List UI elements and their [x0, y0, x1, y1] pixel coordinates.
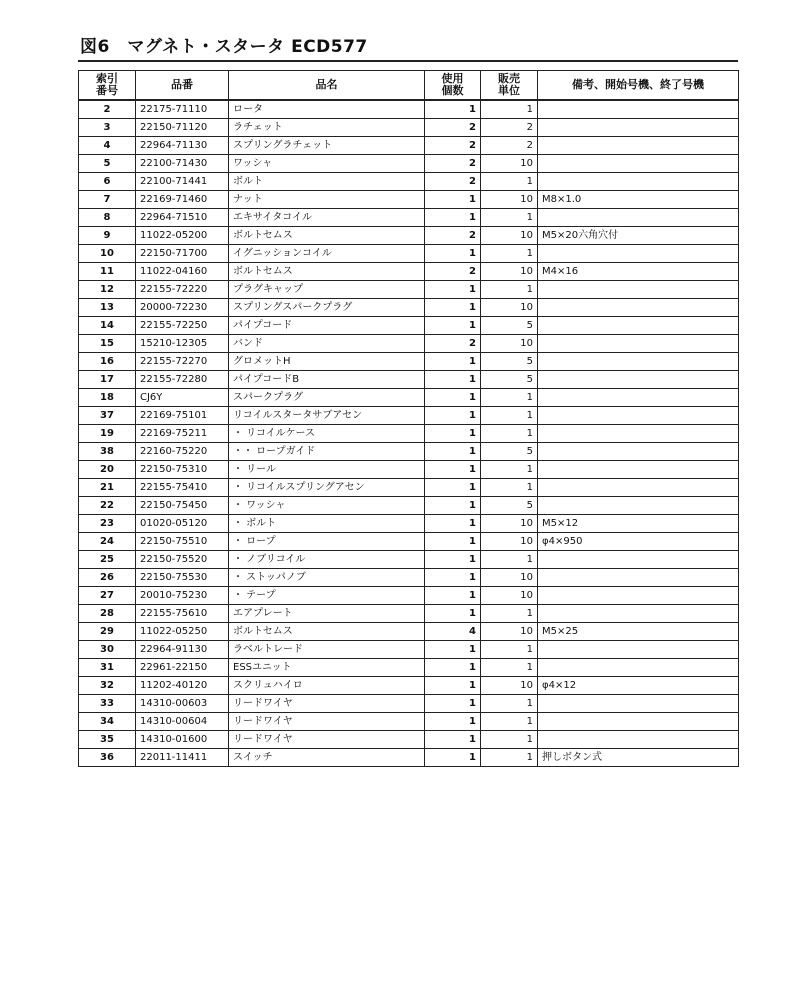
- index-number-cell: 19: [79, 425, 136, 443]
- header-sales-unit: 販売 単位: [481, 71, 538, 101]
- part-number-cell: 22011-11411: [136, 749, 229, 767]
- remarks-cell: [538, 425, 739, 443]
- remarks-cell: [538, 100, 739, 119]
- part-number-cell: 22155-75610: [136, 605, 229, 623]
- header-part-name: 品名: [229, 71, 425, 101]
- part-number-cell: 22169-75211: [136, 425, 229, 443]
- sales-unit-cell: 10: [481, 569, 538, 587]
- remarks-cell: [538, 245, 739, 263]
- quantity-cell: 2: [425, 335, 481, 353]
- table-row: [79, 407, 739, 425]
- quantity-cell: 1: [425, 533, 481, 551]
- part-name-cell: エアプレート: [229, 605, 425, 623]
- part-name-cell: ナット: [229, 191, 425, 209]
- part-number-cell: 15210-12305: [136, 335, 229, 353]
- index-number-cell: 14: [79, 317, 136, 335]
- part-name-cell: ラベルトレード: [229, 641, 425, 659]
- part-number-cell: 22961-22150: [136, 659, 229, 677]
- sales-unit-cell: 1: [481, 389, 538, 407]
- part-name-cell: ・ ストッパノブ: [229, 569, 425, 587]
- part-number-cell: 22155-75410: [136, 479, 229, 497]
- part-number-cell: 11022-04160: [136, 263, 229, 281]
- remarks-cell: φ4×12: [538, 677, 739, 695]
- part-number-cell: 11022-05200: [136, 227, 229, 245]
- index-number-cell: 2: [79, 100, 136, 119]
- remarks-cell: [538, 281, 739, 299]
- quantity-cell: 1: [425, 497, 481, 515]
- index-number-cell: 16: [79, 353, 136, 371]
- index-number-cell: 26: [79, 569, 136, 587]
- part-name-cell: エキサイタコイル: [229, 209, 425, 227]
- table-row: [79, 695, 739, 713]
- index-number-cell: 33: [79, 695, 136, 713]
- remarks-cell: [538, 551, 739, 569]
- index-number-cell: 6: [79, 173, 136, 191]
- part-name-cell: パイプコード: [229, 317, 425, 335]
- part-name-cell: ロータ: [229, 100, 425, 119]
- index-number-cell: 21: [79, 479, 136, 497]
- index-number-cell: 4: [79, 137, 136, 155]
- table-row: [79, 749, 739, 767]
- sales-unit-cell: 1: [481, 641, 538, 659]
- sales-unit-cell: 10: [481, 227, 538, 245]
- part-name-cell: ESSユニット: [229, 659, 425, 677]
- quantity-cell: 2: [425, 119, 481, 137]
- quantity-cell: 2: [425, 227, 481, 245]
- part-number-cell: 20000-72230: [136, 299, 229, 317]
- quantity-cell: 1: [425, 515, 481, 533]
- index-number-cell: 12: [79, 281, 136, 299]
- table-row: [79, 569, 739, 587]
- remarks-cell: [538, 389, 739, 407]
- remarks-cell: [538, 173, 739, 191]
- part-name-cell: スイッチ: [229, 749, 425, 767]
- remarks-cell: [538, 209, 739, 227]
- part-number-cell: 22964-71510: [136, 209, 229, 227]
- sales-unit-cell: 1: [481, 407, 538, 425]
- part-name-cell: スクリュハイロ: [229, 677, 425, 695]
- table-row: [79, 587, 739, 605]
- quantity-cell: 1: [425, 443, 481, 461]
- index-number-cell: 9: [79, 227, 136, 245]
- index-number-cell: 25: [79, 551, 136, 569]
- part-number-cell: 01020-05120: [136, 515, 229, 533]
- table-row: [79, 281, 739, 299]
- table-row: [79, 389, 739, 407]
- sales-unit-cell: 1: [481, 209, 538, 227]
- remarks-cell: [538, 569, 739, 587]
- table-row: [79, 623, 739, 641]
- part-number-cell: 22100-71430: [136, 155, 229, 173]
- index-number-cell: 17: [79, 371, 136, 389]
- sales-unit-cell: 5: [481, 371, 538, 389]
- quantity-cell: 1: [425, 551, 481, 569]
- sales-unit-cell: 1: [481, 659, 538, 677]
- part-name-cell: スプリングスパークプラグ: [229, 299, 425, 317]
- table-row: [79, 551, 739, 569]
- index-number-cell: 31: [79, 659, 136, 677]
- part-number-cell: 14310-00603: [136, 695, 229, 713]
- part-name-cell: スパークプラグ: [229, 389, 425, 407]
- quantity-cell: 1: [425, 731, 481, 749]
- part-name-cell: ・ リコイルスプリングアセン: [229, 479, 425, 497]
- part-name-cell: ボルトセムス: [229, 263, 425, 281]
- part-number-cell: 22169-75101: [136, 407, 229, 425]
- sales-unit-cell: 10: [481, 587, 538, 605]
- part-name-cell: パイプコードB: [229, 371, 425, 389]
- part-name-cell: スプリングラチェット: [229, 137, 425, 155]
- remarks-cell: [538, 119, 739, 137]
- table-row: [79, 353, 739, 371]
- quantity-cell: 2: [425, 137, 481, 155]
- header-remarks: 備考、開始号機、終了号機: [538, 71, 739, 101]
- quantity-cell: 1: [425, 677, 481, 695]
- quantity-cell: 1: [425, 353, 481, 371]
- remarks-cell: [538, 371, 739, 389]
- part-number-cell: 22150-75520: [136, 551, 229, 569]
- quantity-cell: 1: [425, 587, 481, 605]
- remarks-cell: [538, 695, 739, 713]
- table-row: [79, 299, 739, 317]
- part-name-cell: ・ ロープ: [229, 533, 425, 551]
- index-number-cell: 20: [79, 461, 136, 479]
- index-number-cell: 32: [79, 677, 136, 695]
- index-number-cell: 5: [79, 155, 136, 173]
- table-row: [79, 479, 739, 497]
- remarks-cell: 押しボタン式: [538, 749, 739, 767]
- part-name-cell: リードワイヤ: [229, 731, 425, 749]
- parts-table-body: [79, 100, 739, 767]
- part-number-cell: 22150-75450: [136, 497, 229, 515]
- sales-unit-cell: 2: [481, 137, 538, 155]
- quantity-cell: 1: [425, 641, 481, 659]
- quantity-cell: 1: [425, 281, 481, 299]
- index-number-cell: 30: [79, 641, 136, 659]
- table-row: [79, 425, 739, 443]
- sales-unit-cell: 5: [481, 317, 538, 335]
- remarks-cell: [538, 443, 739, 461]
- sales-unit-cell: 1: [481, 100, 538, 119]
- sales-unit-cell: 10: [481, 155, 538, 173]
- quantity-cell: 1: [425, 425, 481, 443]
- index-number-cell: 22: [79, 497, 136, 515]
- quantity-cell: 1: [425, 299, 481, 317]
- index-number-cell: 7: [79, 191, 136, 209]
- quantity-cell: 1: [425, 317, 481, 335]
- quantity-cell: 1: [425, 605, 481, 623]
- sales-unit-cell: 1: [481, 245, 538, 263]
- index-number-cell: 15: [79, 335, 136, 353]
- quantity-cell: 1: [425, 659, 481, 677]
- table-row: [79, 173, 739, 191]
- index-number-cell: 38: [79, 443, 136, 461]
- table-row: [79, 371, 739, 389]
- remarks-cell: M5×25: [538, 623, 739, 641]
- part-name-cell: ラチェット: [229, 119, 425, 137]
- part-number-cell: 22160-75220: [136, 443, 229, 461]
- sales-unit-cell: 1: [481, 551, 538, 569]
- part-name-cell: ・ リコイルケース: [229, 425, 425, 443]
- sales-unit-cell: 2: [481, 119, 538, 137]
- part-name-cell: ・ ワッシャ: [229, 497, 425, 515]
- remarks-cell: [538, 497, 739, 515]
- sales-unit-cell: 1: [481, 461, 538, 479]
- sales-unit-cell: 1: [481, 281, 538, 299]
- table-row: [79, 137, 739, 155]
- table-row: [79, 227, 739, 245]
- quantity-cell: 1: [425, 749, 481, 767]
- remarks-cell: [538, 461, 739, 479]
- quantity-cell: 1: [425, 191, 481, 209]
- remarks-cell: [538, 317, 739, 335]
- part-name-cell: ・ ノブリコイル: [229, 551, 425, 569]
- part-number-cell: 22155-72280: [136, 371, 229, 389]
- table-row: [79, 245, 739, 263]
- part-number-cell: 22155-72270: [136, 353, 229, 371]
- quantity-cell: 1: [425, 713, 481, 731]
- part-name-cell: ・・ ロープガイド: [229, 443, 425, 461]
- part-number-cell: CJ6Y: [136, 389, 229, 407]
- part-name-cell: ・ テープ: [229, 587, 425, 605]
- part-number-cell: 22150-71120: [136, 119, 229, 137]
- index-number-cell: 35: [79, 731, 136, 749]
- quantity-cell: 1: [425, 407, 481, 425]
- sales-unit-cell: 1: [481, 605, 538, 623]
- table-row: [79, 461, 739, 479]
- sales-unit-cell: 10: [481, 515, 538, 533]
- part-number-cell: 20010-75230: [136, 587, 229, 605]
- remarks-cell: [538, 479, 739, 497]
- header-quantity: 使用 個数: [425, 71, 481, 101]
- sales-unit-cell: 5: [481, 443, 538, 461]
- quantity-cell: 1: [425, 461, 481, 479]
- table-row: [79, 659, 739, 677]
- table-row: [79, 605, 739, 623]
- sales-unit-cell: 1: [481, 749, 538, 767]
- quantity-cell: 2: [425, 155, 481, 173]
- part-number-cell: 22150-75530: [136, 569, 229, 587]
- sales-unit-cell: 1: [481, 695, 538, 713]
- table-row: [79, 191, 739, 209]
- remarks-cell: [538, 137, 739, 155]
- index-number-cell: 34: [79, 713, 136, 731]
- remarks-cell: M8×1.0: [538, 191, 739, 209]
- title-underline: [78, 60, 738, 62]
- part-name-cell: ボルト: [229, 173, 425, 191]
- table-row: [79, 731, 739, 749]
- sales-unit-cell: 10: [481, 623, 538, 641]
- table-row: [79, 497, 739, 515]
- table-row: [79, 263, 739, 281]
- part-name-cell: ・ ボルト: [229, 515, 425, 533]
- table-row: [79, 100, 739, 119]
- part-name-cell: イグニッションコイル: [229, 245, 425, 263]
- part-number-cell: 22100-71441: [136, 173, 229, 191]
- remarks-cell: M5×20六角穴付: [538, 227, 739, 245]
- part-name-cell: プラグキャップ: [229, 281, 425, 299]
- table-row: [79, 317, 739, 335]
- index-number-cell: 37: [79, 407, 136, 425]
- table-row: [79, 335, 739, 353]
- remarks-cell: [538, 299, 739, 317]
- index-number-cell: 13: [79, 299, 136, 317]
- remarks-cell: [538, 659, 739, 677]
- sales-unit-cell: 5: [481, 353, 538, 371]
- part-number-cell: 22150-75510: [136, 533, 229, 551]
- sales-unit-cell: 5: [481, 497, 538, 515]
- index-number-cell: 24: [79, 533, 136, 551]
- part-name-cell: ボルトセムス: [229, 227, 425, 245]
- remarks-cell: [538, 587, 739, 605]
- quantity-cell: 2: [425, 173, 481, 191]
- sales-unit-cell: 10: [481, 677, 538, 695]
- table-row: [79, 533, 739, 551]
- index-number-cell: 36: [79, 749, 136, 767]
- quantity-cell: 1: [425, 569, 481, 587]
- quantity-cell: 4: [425, 623, 481, 641]
- part-name-cell: グロメットH: [229, 353, 425, 371]
- sales-unit-cell: 1: [481, 731, 538, 749]
- index-number-cell: 27: [79, 587, 136, 605]
- part-name-cell: ・ リール: [229, 461, 425, 479]
- part-number-cell: 11022-05250: [136, 623, 229, 641]
- table-row: [79, 155, 739, 173]
- quantity-cell: 1: [425, 479, 481, 497]
- part-number-cell: 22964-91130: [136, 641, 229, 659]
- sales-unit-cell: 10: [481, 299, 538, 317]
- table-row: [79, 209, 739, 227]
- table-header-row: [79, 71, 739, 101]
- index-number-cell: 23: [79, 515, 136, 533]
- remarks-cell: M4×16: [538, 263, 739, 281]
- part-number-cell: 11202-40120: [136, 677, 229, 695]
- part-number-cell: 22150-75310: [136, 461, 229, 479]
- part-name-cell: リードワイヤ: [229, 713, 425, 731]
- sales-unit-cell: 10: [481, 191, 538, 209]
- sales-unit-cell: 10: [481, 533, 538, 551]
- sales-unit-cell: 1: [481, 425, 538, 443]
- part-name-cell: リードワイヤ: [229, 695, 425, 713]
- part-number-cell: 14310-01600: [136, 731, 229, 749]
- index-number-cell: 8: [79, 209, 136, 227]
- table-row: [79, 713, 739, 731]
- part-name-cell: ワッシャ: [229, 155, 425, 173]
- remarks-cell: [538, 353, 739, 371]
- part-number-cell: 22964-71130: [136, 137, 229, 155]
- part-number-cell: 22155-72220: [136, 281, 229, 299]
- part-number-cell: 22175-71110: [136, 100, 229, 119]
- index-number-cell: 28: [79, 605, 136, 623]
- remarks-cell: [538, 155, 739, 173]
- index-number-cell: 3: [79, 119, 136, 137]
- remarks-cell: [538, 335, 739, 353]
- remarks-cell: M5×12: [538, 515, 739, 533]
- table-row: [79, 677, 739, 695]
- index-number-cell: 10: [79, 245, 136, 263]
- page-title: 図6 マグネト・スタータ ECD577: [80, 37, 368, 57]
- sales-unit-cell: 1: [481, 713, 538, 731]
- index-number-cell: 18: [79, 389, 136, 407]
- remarks-cell: [538, 641, 739, 659]
- part-name-cell: バンド: [229, 335, 425, 353]
- index-number-cell: 11: [79, 263, 136, 281]
- remarks-cell: [538, 731, 739, 749]
- quantity-cell: 1: [425, 389, 481, 407]
- parts-table: [78, 70, 739, 767]
- table-row: [79, 443, 739, 461]
- quantity-cell: 2: [425, 263, 481, 281]
- sales-unit-cell: 10: [481, 335, 538, 353]
- index-number-cell: 29: [79, 623, 136, 641]
- part-name-cell: リコイルスタータサブアセン: [229, 407, 425, 425]
- table-row: [79, 119, 739, 137]
- part-number-cell: 22155-72250: [136, 317, 229, 335]
- remarks-cell: φ4×950: [538, 533, 739, 551]
- header-index-number: 索引 番号: [79, 71, 136, 101]
- part-number-cell: 14310-00604: [136, 713, 229, 731]
- quantity-cell: 1: [425, 371, 481, 389]
- table-row: [79, 641, 739, 659]
- table-row: [79, 515, 739, 533]
- sales-unit-cell: 1: [481, 173, 538, 191]
- part-name-cell: ボルトセムス: [229, 623, 425, 641]
- quantity-cell: 1: [425, 245, 481, 263]
- quantity-cell: 1: [425, 209, 481, 227]
- part-number-cell: 22150-71700: [136, 245, 229, 263]
- quantity-cell: 1: [425, 100, 481, 119]
- header-part-number: 品番: [136, 71, 229, 101]
- quantity-cell: 1: [425, 695, 481, 713]
- part-number-cell: 22169-71460: [136, 191, 229, 209]
- remarks-cell: [538, 407, 739, 425]
- sales-unit-cell: 1: [481, 479, 538, 497]
- remarks-cell: [538, 713, 739, 731]
- remarks-cell: [538, 605, 739, 623]
- sales-unit-cell: 10: [481, 263, 538, 281]
